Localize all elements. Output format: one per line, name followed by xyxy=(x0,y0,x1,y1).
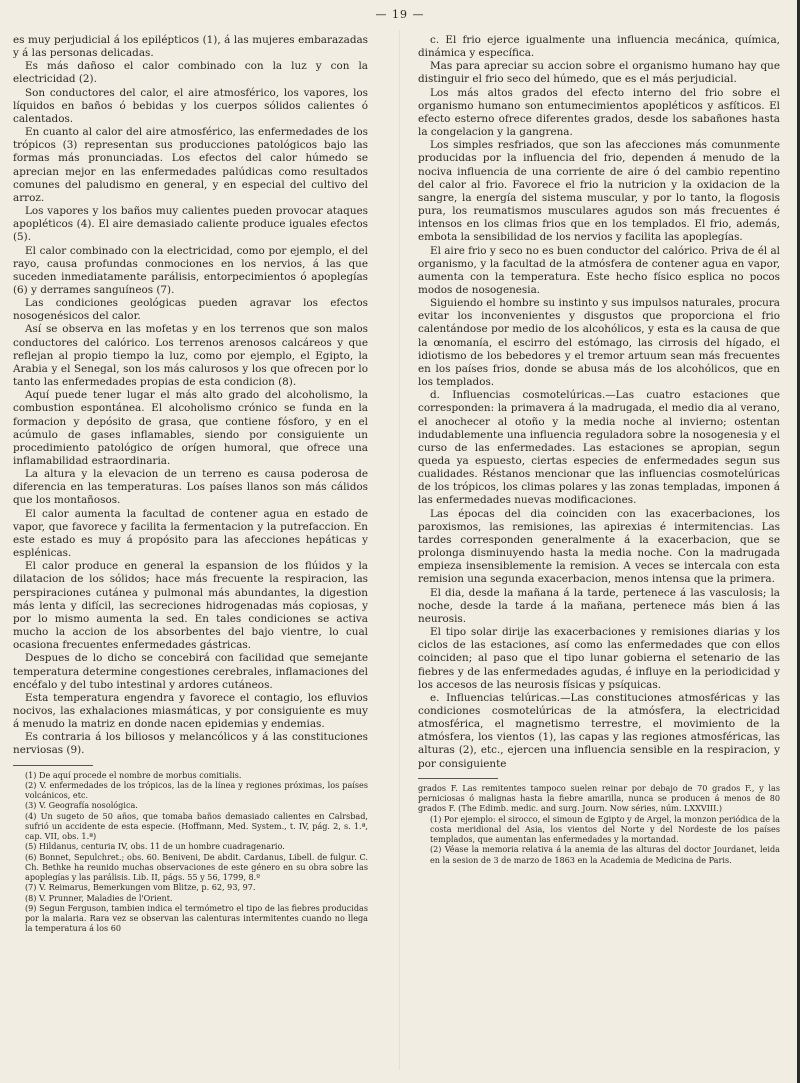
paragraph: Los simples resfriados, que son las afecciones más comunmente producidas por la influencia del frio, dependen á menudo de la nociva influencia de una corriente de aire ó del cambio repentino del calor al frio. Favorece el frio la nutricion y la oxidacion de la sangre, la energía del sistema muscular, y por lo tanto, la flogosis pura, los reumatismos musculares agudos son más frecuentes é intensos en los climas frios que en los templados. El frio, además, embota la sensibilidad de los nervios y facilita las apoplegías. xyxy=(418,139,780,244)
footnote: grados F. Las remitentes tampoco suelen reinar por debajo de 70 grados F., y las perniciosas ó malignas hasta la fiebre amarilla, nunca se producen á menos de 80 grados F. (The Edimb. medic. and surg. Journ. Now séries, núm. LXXVIII.) xyxy=(418,782,780,814)
paragraph: Siguiendo el hombre su instinto y sus impulsos naturales, procura evitar los inconvenientes y disgustos que proporciona el frio calentándose por medio de los alcohólicos, y esta es la causa de que la œnomanía, el escirro del estómago, las cirrosis del hígado, el idiotismo de los bebedores y el tremor artuum sean más frecuentes en los países frios, donde se abusa más de los alcohólicos, que en los templados. xyxy=(418,297,780,389)
paragraph: La altura y la elevacion de un terreno es causa poderosa de diferencia en las temperaturas. Los países llanos son más cálidos que los montañosos. xyxy=(13,468,368,507)
paragraph: Las épocas del dia coinciden con las exacerbaciones, los paroxismos, las remisiones, las apirexias é intermitencias. Las tardes corresponden generalmente á la exacerbacion, que se prolonga disminuyendo hasta la media noche. Con la madrugada empieza insensiblemente la remision. A veces se intercala con esta remision una segunda exacerbacion, menos intensa que la primera. xyxy=(418,507,780,586)
left-body-text xyxy=(13,34,368,758)
paragraph: Esta temperatura engendra y favorece el contagio, los efluvios nocivos, las exhalaciones miasmáticas, y por consiguiente es muy á menudo la matriz en donde nacen epidemias y endemias. xyxy=(13,691,368,731)
footnote: (2) Véase la memoria relativa á la anemia de las alturas del doctor Jourdanet, leida en la sesion de 3 de marzo de 1863 en la Academia de Medicina de Paris. xyxy=(430,844,780,865)
paragraph: Los más altos grados del efecto interno del frio sobre el organismo humano son entumecimientos apopléticos y asfíticos. El efecto esterno ofrece diferentes grados, desde los sabañones hasta la congelacion y la gangrena. xyxy=(418,86,780,139)
paragraph: En cuanto al calor del aire atmosférico, las enfermedades de los trópicos (3) representan sus producciones patológicos bajo las formas más pronunciadas. Los efectos del calor húmedo se aprecian mejor en las enfermedades palúdicas como resultados comunes del paludismo en general, y en especial del cultivo del arroz. xyxy=(13,126,368,204)
right-footnotes xyxy=(418,783,780,865)
footnote: (1) De aquí procede el nombre de morbus comitialis. xyxy=(25,769,242,780)
left-footnotes xyxy=(13,770,368,934)
footnote-divider xyxy=(418,778,498,779)
paragraph: Así se observa en las mofetas y en los terrenos que son malos conductores del calórico. Los terrenos arenosos calcáreos y que reflejan al propio tiempo la luz, como por ejemplo, el Egipto, la Arabia y el Senegal, son los más calurosos y los que ofrecen por lo tanto las enfermedades propias de esta condicion (8). xyxy=(13,323,368,389)
footnote: (6) Bonnet, Sepulchret.; obs. 60. Beniveni, De abdit. Cardanus, Libell. de fulgur. C. Ch. Bethke ha reunido muchas observaciones de este género en su obra sobre las apoplegías y las parálisis. Lib. II, págs. 55 y 56, 1799, 8.º xyxy=(25,851,368,883)
paragraph: El calor combinado con la electricidad, como por ejemplo, el del rayo, causa profundas conmociones en los nervios, á las que suceden inmediatamente parálisis, entorpecimientos ó apoplegías (6) y derrames sanguíneos (7). xyxy=(13,244,368,296)
paragraph: c. El frio ejerce igualmente una influencia mecánica, química, dinámica y específica. xyxy=(418,34,780,60)
paragraph: Es más dañoso el calor combinado con la luz y con la electricidad (2). xyxy=(13,60,368,86)
paragraph: Es contraria á los biliosos y melancólicos y á las constituciones nerviosas (9). xyxy=(13,731,368,757)
paragraph: e. Influencias telúricas.—Las constituciones atmosféricas y las condiciones cosmotelúricas de la atmósfera, la electricidad atmosférica, el magnetismo terrestre, el movimiento de la atmósfera, los vientos (1), las capas y las regiones atmosféricas, las alturas (2), etc., ejercen una influencia sensible en la respiracion, y por consiguiente xyxy=(418,691,780,770)
footnote: (7) V. Reimarus, Bemerkungen vom Blitze, p. 62, 93, 97. xyxy=(25,882,256,893)
right-column xyxy=(418,34,780,865)
footnote: (3) V. Geografía nosológica. xyxy=(25,800,138,811)
footnote: (1) Por ejemplo: el sirocco, el simoun de Egipto y de Argel, la monzon periódica de la costa meridional del Asia, los vientos del Norte y del Nordeste de los países templados, que aumentan las enfermedades y la mortandad. xyxy=(430,813,780,844)
paragraph: El calor produce en general la espansion de los flúidos y la dilatacion de los sólidos; hace más frecuente la respiracion, las perspiraciones cutánea y pulmonal más abundantes, la digestion más lenta y difícil, las secreciones hidrogenadas más copiosas, y por lo mismo aumenta la sed. En tales condiciones se activa mucho la accion de los absorbentes del bajo vientre, lo cual ocasiona frecuentes enfermedades gástricas. xyxy=(13,560,368,652)
paragraph: Las condiciones geológicas pueden agravar los efectos nosogenésicos del calor. xyxy=(13,297,368,323)
footnote-divider xyxy=(13,765,93,766)
paragraph: El dia, desde la mañana á la tarde, pertenece á las vasculosis; la noche, desde la tarde á la mañana, pertenece más bien á las neurosis. xyxy=(418,586,780,625)
paragraph: El tipo solar dirije las exacerbaciones y remisiones diarias y los ciclos de las estaciones, así como las enfermedades que con ellos coinciden; al paso que el tipo lunar gobierna el setenario de las fiebres y de las enfermedades agudas, é influye en la periodicidad y los accesos de las neurosis físicas y psíquicas. xyxy=(418,626,780,691)
paragraph: es muy perjudicial á los epilépticos (1), á las mujeres embarazadas y á las personas delicadas. xyxy=(13,34,368,60)
right-body-text xyxy=(418,34,780,771)
left-column xyxy=(13,34,368,934)
paragraph: Despues de lo dicho se concebirá con facilidad que semejante temperatura determine congestiones cerebrales, inflamaciones del encéfalo y del tubo intestinal y ardores cutáneos. xyxy=(13,652,368,691)
paragraph: Mas para apreciar su accion sobre el organismo humano hay que distinguir el frio seco del húmedo, que es el más perjudicial. xyxy=(418,60,780,86)
footnote: (9) Segun Ferguson, tambien indica el termómetro el tipo de las fiebres producidas por la malaria. Rara vez se observan las calenturas intermitentes cuando no llega la temperatura á los 60 xyxy=(25,902,368,934)
footnote: (5) Hildanus, centuria IV, obs. 11 de un hombre cuadragenario. xyxy=(25,841,285,852)
paragraph: Los vapores y los baños muy calientes pueden provocar ataques apopléticos (4). El aire demasiado caliente produce iguales efectos (5). xyxy=(13,205,368,244)
paragraph: Aquí puede tener lugar el más alto grado del alcoholismo, la combustion espontánea. El alcoholismo crónico se funda en la formacion y depósito de grasa, que contiene fósforo, y en el acúmulo de gases inflamables, siendo por consiguiente un procedimiento patológico de orígen humoral, que ofrece una inflamabilidad estraordinaria. xyxy=(13,389,368,467)
footnote: (2) V. enfermedades de los trópicos, las de la línea y regiones próximas, los países volcánicos, etc. xyxy=(25,779,368,801)
footnote: (8) V. Prunner, Maladies de l'Orient. xyxy=(25,892,173,903)
paragraph: Son conductores del calor, el aire atmosférico, los vapores, los líquidos en baños ó bebidas y los cuerpos sólidos calientes ó calentados. xyxy=(13,86,368,125)
paragraph: El aire frio y seco no es buen conductor del calórico. Priva de él al organismo, y la facultad de la atmósfera de contener agua en vapor, aumenta con la temperatura. Este hecho físico esplica no pocos modos de nosogenesia. xyxy=(418,244,780,296)
column-gutter xyxy=(399,30,400,1070)
footnote: (4) Un sugeto de 50 años, que tomaba baños demasiado calientes en Calrsbad, sufrió un accidente de esta especie. (Hoffmann, Med. System., t. IV, pág. 2, s. 1.ª, cap. VII, obs. 1.ª) xyxy=(25,810,368,842)
paragraph: El calor aumenta la facultad de contener agua en estado de vapor, que favorece y facilita la fermentacion y la putrefaccion. En este estado es muy á propósito para las afecciones hepáticas y esplénicas. xyxy=(13,507,368,560)
page-number: — 19 — xyxy=(375,8,425,21)
paragraph: d. Influencias cosmotelúricas.—Las cuatro estaciones que corresponden: la primavera á la madrugada, el medio dia al verano, el anochecer al otoño y la media noche al invierno; ostentan indudablemente una influencia reguladora sobre la nosogenesia y el curso de las enfermedades. Las estaciones se apropian, segun queda ya espuesto, ciertas especies de enfermedades segun sus cualidades. Réstanos mencionar que las influencias cosmotelúricas de los trópicos, los climas polares y las zonas templadas, imponen á las enfermedades nuevas modificaciones. xyxy=(418,389,780,507)
